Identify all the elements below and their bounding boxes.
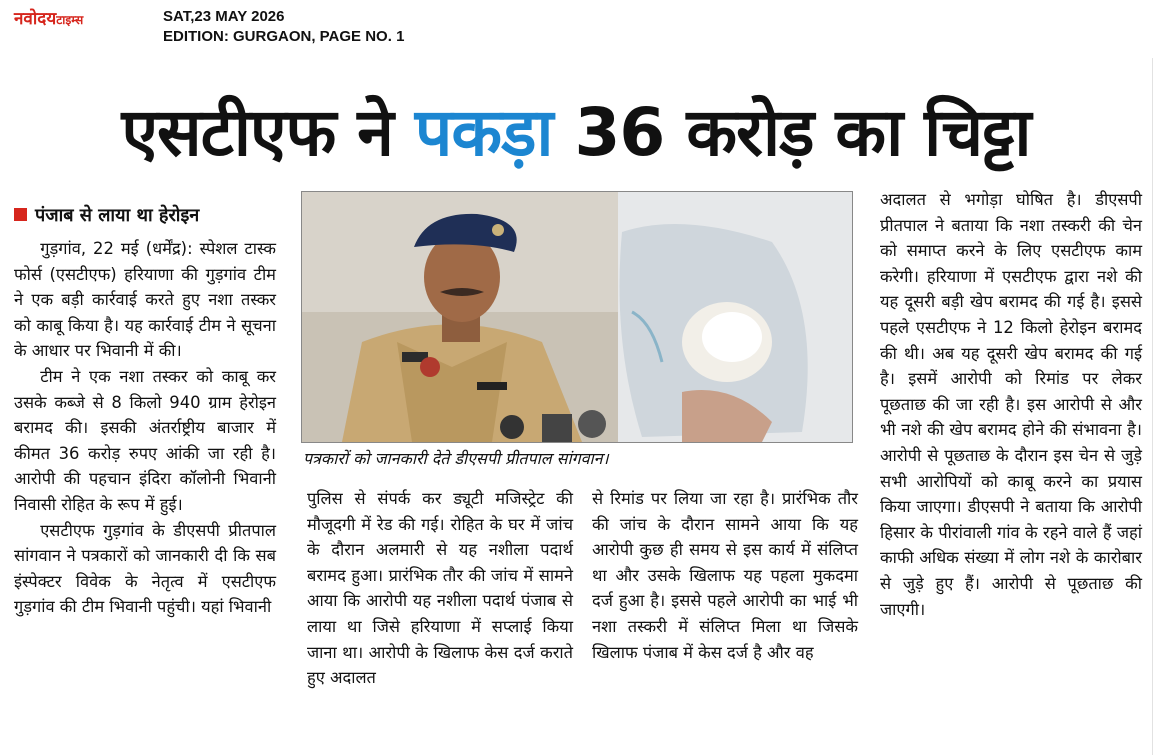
article-column-1 xyxy=(14,236,276,620)
logo-main: नवोदय xyxy=(14,9,57,29)
article-column-3 xyxy=(592,486,858,665)
paragraph-continued: अदालत से भगोड़ा घोषित है। डीएसपी प्रीतपाल ने बताया कि नशा तस्करी की चेन को समाप्त करने के लिए एसटीएफ काम करेगी। हरियाणा में एसटीएफ द्वारा नशे की यह दूसरी बड़ी खेप बरामद की गई है। इससे पहले एसटीएफ ने 12 किलो हेरोइन बरामद की थी। अब यह दूसरी खेप बरामद की गई है। इसमें आरोपी को रिमांड पर लेकर पूछताछ की जा रही है। इस आरोपी से और भी नशे की खेप बरामद होने की संभावना है। आरोपी से पूछताछ के दौरान इस चेन से जुड़े सभी आरोपियों को काबू करने का प्रयास किया जाएगा। डीएसपी ने बताया कि आरोपी हिसार के पीरांवाली गांव के रहने वाले हैं जहां काफी अधिक संख्या में लोग नशे के कारोबार से जुड़े हुए हैं। आरोपी से पूछताछ की जाएगी। xyxy=(880,190,1142,619)
photo-illustration xyxy=(302,192,852,442)
paragraph-3: एसटीएफ गुड़गांव के डीएसपी प्रीतपाल सांगवान ने पत्रकारों को जानकारी दी कि सब इंस्पेक्टर विवेक के नेतृत्व में एसटीएफ गुड़गांव की टीम भिवानी पहुंची। यहां भिवानी xyxy=(14,520,276,617)
headline-part1: एसटीएफ ने xyxy=(121,94,415,171)
subheading-text: पंजाब से लाया था हेरोइन xyxy=(35,205,200,226)
logo-small: टाइम्स xyxy=(56,13,84,27)
paragraph-2: टीम ने एक नशा तस्कर को काबू कर उसके कब्जे से 8 किलो 940 ग्राम हेरोइन बरामद की। इसकी अंतर्राष्ट्रीय बाजार में कीमत 36 करोड़ रुपए आंकी जा रही है। आरोपी की पहचान इंदिरा कॉलोनी भिवानी निवासी रोहित के रूप में हुई। xyxy=(14,366,276,514)
publication-date: SAT,23 MAY 2026 xyxy=(163,8,285,25)
subheading xyxy=(14,203,279,229)
article-column-2 xyxy=(307,486,573,691)
photo-caption: पत्रकारों को जानकारी देते डीएसपी प्रीतपाल सांगवान। xyxy=(303,449,609,468)
headline-highlight: पकड़ा xyxy=(414,94,553,171)
paragraph-continued: से रिमांड पर लिया जा रहा है। प्रारंभिक तौर की जांच के दौरान सामने आया कि यह आरोपी कुछ ही समय से इस कार्य में संलिप्त था और उसके खिलाफ यह पहला मुकदमा दर्ज हुआ है। इससे पहले आरोपी का भाई भी नशा तस्करी में संलिप्त मिला था जिसके खिलाफ पंजाब में केस दर्ज है और वह xyxy=(592,489,858,662)
right-margin xyxy=(1152,58,1170,755)
page-header xyxy=(0,0,1170,58)
paragraph-1: गुड़गांव, 22 मई (धर्मेंद्र): स्पेशल टास्क फोर्स (एसटीएफ) हरियाणा की गुड़गांव टीम ने एक बड़ी कार्रवाई करते हुए नशा तस्कर को काबू किया है। यह कार्रवाई टीम ने सूचना के आधार पर भिवानी में की। xyxy=(14,239,276,361)
headline-part2: 36 करोड़ का चिट्टा xyxy=(552,94,1031,171)
edition-info: EDITION: GURGAON, PAGE NO. 1 xyxy=(163,28,405,45)
article-column-4 xyxy=(880,187,1142,622)
news-photo xyxy=(301,191,853,443)
newspaper-logo xyxy=(14,9,83,30)
red-square-bullet-icon xyxy=(14,208,27,221)
headline xyxy=(0,88,1152,178)
edition-meta xyxy=(163,7,404,47)
paragraph-continued: पुलिस से संपर्क कर ड्यूटी मजिस्ट्रेट की मौजूदगी में रेड की गई। रोहित के घर में जांच के दौरान अलमारी से यह नशीला पदार्थ बरामद हुआ। प्रारंभिक तौर की जांच में सामने आया कि आरोपी यह नशीला पदार्थ पंजाब से लाया था जिसे हरियाणा में सप्लाई किया जाना था। आरोपी के खिलाफ केस दर्ज कराते हुए अदालत xyxy=(307,489,573,688)
